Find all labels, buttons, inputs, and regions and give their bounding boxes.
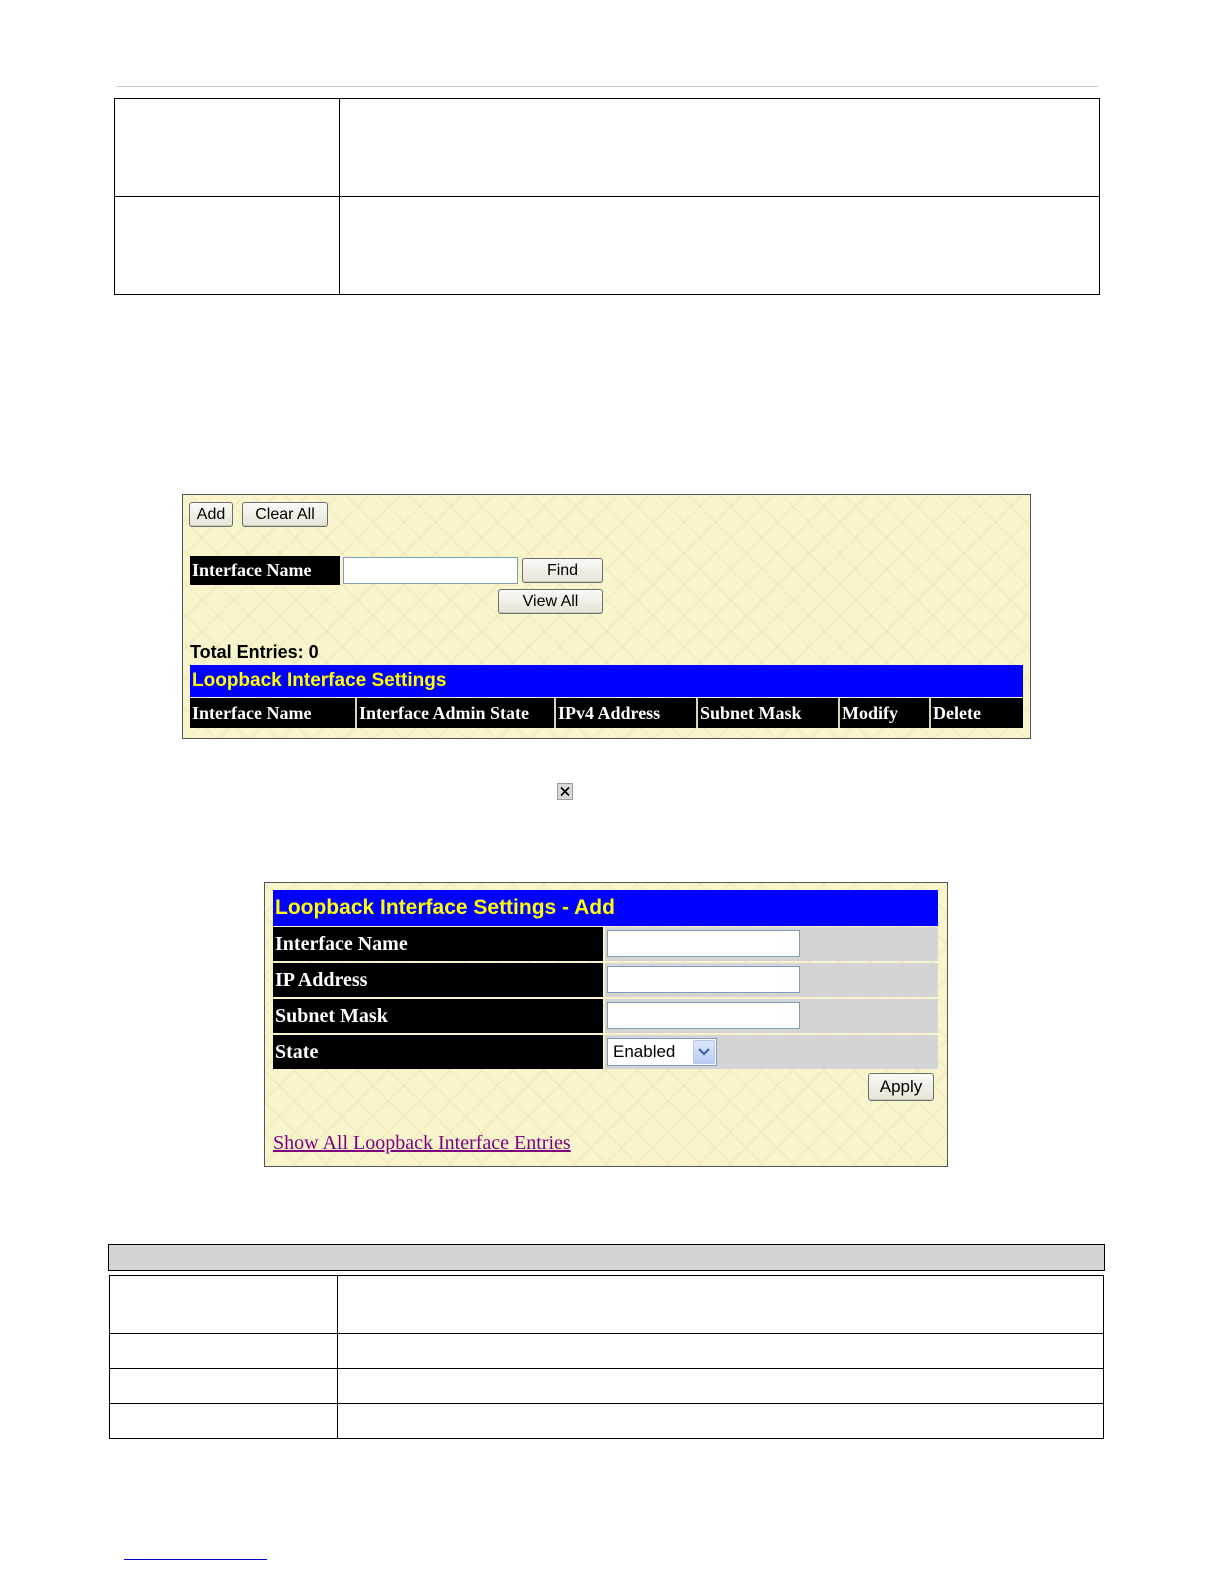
loopback-interface-add-window [264,882,948,1167]
column-header-delete: Delete [933,702,981,723]
total-entries: Total Entries: 0 [190,642,319,662]
table-cell [110,1404,338,1439]
clear-all-button[interactable]: Clear All [242,502,328,527]
loopback-table-header [190,698,1023,728]
table-cell [110,1276,338,1334]
description-table-top [114,98,1100,295]
form-row-ip-address [273,963,938,997]
subnet-mask-field[interactable] [607,1002,800,1029]
loopback-interface-list-window [182,494,1031,739]
interface-name-search-input[interactable] [343,557,518,584]
loopback-add-title: Loopback Interface Settings - Add [273,890,938,926]
subnet-mask-field-label: Subnet Mask [273,999,603,1033]
interface-name-label: Interface Name [190,556,340,585]
column-header-modify: Modify [840,698,931,728]
form-row-subnet-mask [273,999,938,1033]
column-header-interface-name: Interface Name [190,698,357,728]
table-cell [338,1404,1104,1439]
form-value-cell [605,999,938,1033]
table-cell [338,1334,1104,1369]
interface-name-field-label: Interface Name [273,927,603,961]
page-header-rule [116,86,1098,87]
ip-address-field-label: IP Address [273,963,603,997]
show-all-loopback-entries-link[interactable]: Show All Loopback Interface Entries [273,1132,571,1154]
table-cell [340,197,1100,295]
column-header-ipv4-address: IPv4 Address [556,698,698,728]
add-button[interactable]: Add [189,502,233,527]
form-row-state [273,1035,938,1069]
close-icon [557,783,573,800]
column-header-subnet-mask: Subnet Mask [698,698,840,728]
table-cell [115,197,340,295]
ip-address-field[interactable] [607,966,800,993]
form-row-interface-name [273,927,938,961]
form-value-cell [605,927,938,961]
chevron-down-icon[interactable] [693,1040,715,1064]
table-header-bar [108,1244,1105,1271]
state-field-label: State [273,1035,603,1069]
interface-name-field[interactable] [607,930,800,957]
apply-button[interactable]: Apply [868,1073,934,1101]
loopback-settings-title: Loopback Interface Settings [190,665,1023,697]
state-select-value: Enabled [613,1042,676,1061]
table-cell [338,1369,1104,1404]
table-cell [110,1369,338,1404]
table-cell [110,1334,338,1369]
column-header-admin-state: Interface Admin State [357,698,556,728]
form-value-cell [605,963,938,997]
footer-rule [124,1559,267,1560]
view-all-button[interactable]: View All [498,589,603,614]
table-cell [338,1276,1104,1334]
table-cell [115,99,340,197]
description-table-bottom [109,1275,1104,1439]
form-value-cell [605,1035,938,1069]
table-cell [340,99,1100,197]
state-select[interactable] [607,1038,717,1066]
find-button[interactable]: Find [522,558,603,583]
